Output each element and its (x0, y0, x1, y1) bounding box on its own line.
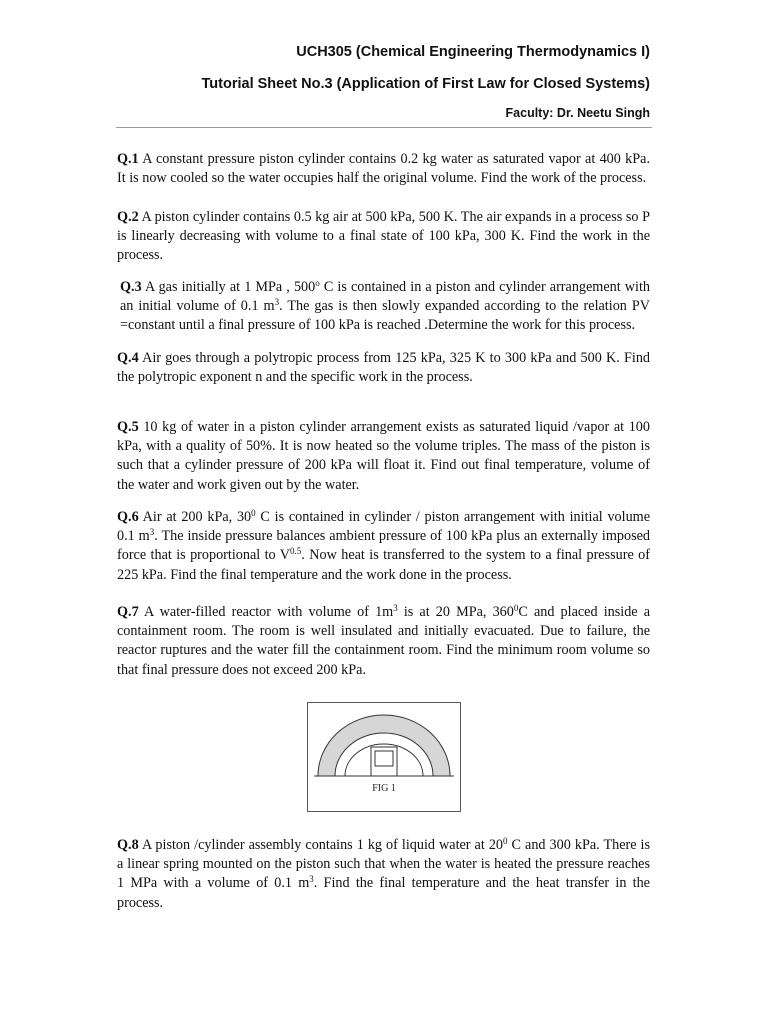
question-5 (117, 418, 650, 495)
question-number: Q.2 (117, 209, 139, 225)
question-text: . The inside pressure balances ambient pressure of 100 kPa plus an externally imposed force that is proportional to V (117, 528, 650, 564)
superscript: 3 (274, 297, 280, 308)
course-title: UCH305 (Chemical Engineering Thermodynamics I) (296, 44, 650, 60)
question-4 (117, 349, 650, 387)
question-number: Q.8 (117, 837, 139, 853)
question-2 (117, 208, 650, 266)
question-6 (117, 508, 650, 585)
question-text: A gas initially at 1 MPa , 500 (145, 279, 316, 295)
superscript: 3 (149, 527, 155, 538)
question-text: C is contained in cylinder / piston arrangement with initial volume 0.1 m (117, 509, 650, 545)
question-text: Air at 200 kPa, 30 (142, 509, 252, 525)
question-text: A water-filled reactor with volume of 1m (144, 604, 394, 620)
question-number: Q.4 (117, 350, 139, 366)
question-7 (117, 603, 650, 680)
sheet-title: Tutorial Sheet No.3 (Application of First Law for Closed Systems) (201, 76, 650, 92)
faculty-name: Faculty: Dr. Neetu Singh (505, 106, 650, 120)
question-text: . The gas is then slowly expanded according to the relation PV =constant until a final pressure of 100 kPa is reached .Determine the work for this process. (120, 298, 650, 334)
question-text: 10 kg of water in a piston cylinder arrangement exists as saturated liquid /vapor at 100 kPa, with a quality of 50%. It is now heated so the volume triples. The mass of the piston is such that a cylinder pressure of 200 kPa will float it. Find out final temperature, volume of the water and work given out by the water. (117, 419, 650, 493)
superscript: 3 (309, 874, 314, 885)
question-text: Air goes through a polytropic process from 125 kPa, 325 K to 300 kPa and 500 K. Find the polytropic exponent n and the specific work in the process. (117, 350, 651, 386)
question-number: Q.6 (117, 509, 139, 525)
question-text: C is contained in a piston and cylinder arrangement with an initial volume of 0.1 m (120, 279, 650, 315)
question-8 (117, 836, 650, 913)
question-number: Q.5 (117, 419, 139, 435)
question-text: . Now heat is transferred to the system to a final pressure of 225 kPa. Find the final temperature and the work done in the process. (117, 547, 650, 583)
question-text: . Find the final temperature and the heat transfer in the process. (117, 875, 650, 911)
figure-caption: FIG 1 (372, 783, 396, 794)
reactor-core (375, 751, 393, 766)
question-text: is at 20 MPa, 360 (397, 604, 514, 620)
question-text: A piston cylinder contains 0.5 kg air at 500 kPa, 500 K. The air expands in a process so P is linearly decreasing with volume to a final state of 100 kPa, 300 K. Find the work in the process. (117, 209, 650, 264)
question-number: Q.1 (117, 151, 139, 167)
superscript: 3 (393, 603, 398, 613)
superscript: 0 (251, 508, 256, 518)
header-divider (116, 127, 652, 128)
question-number: Q.3 (120, 279, 142, 295)
superscript: o (315, 278, 320, 288)
question-text: C and 300 kPa. There is a linear spring mounted on the piston such that when the water is heated the pressure reaches 1 MPa with a volume of 0.1 m (117, 837, 651, 892)
question-text: C and placed inside a containment room. The room is well insulated and initially evacuated. Due to failure, the reactor ruptures and the water fill the containment room. Find the minimum room volume so that final pressure does not exceed 200 kPa. (117, 604, 651, 678)
containment-diagram (308, 703, 460, 811)
question-3 (120, 278, 650, 336)
question-text: A piston /cylinder assembly contains 1 kg of liquid water at 20 (141, 837, 504, 853)
question-number: Q.7 (117, 604, 139, 620)
reactor-figure (307, 702, 461, 812)
superscript: 0 (503, 836, 508, 846)
superscript: 0 (513, 603, 519, 613)
question-1 (117, 150, 650, 188)
superscript: 0.5 (290, 546, 302, 557)
question-text: A constant pressure piston cylinder contains 0.2 kg water as saturated vapor at 400 kPa. It is now cooled so the water occupies half the original volume. Find the work of the process. (117, 151, 651, 187)
